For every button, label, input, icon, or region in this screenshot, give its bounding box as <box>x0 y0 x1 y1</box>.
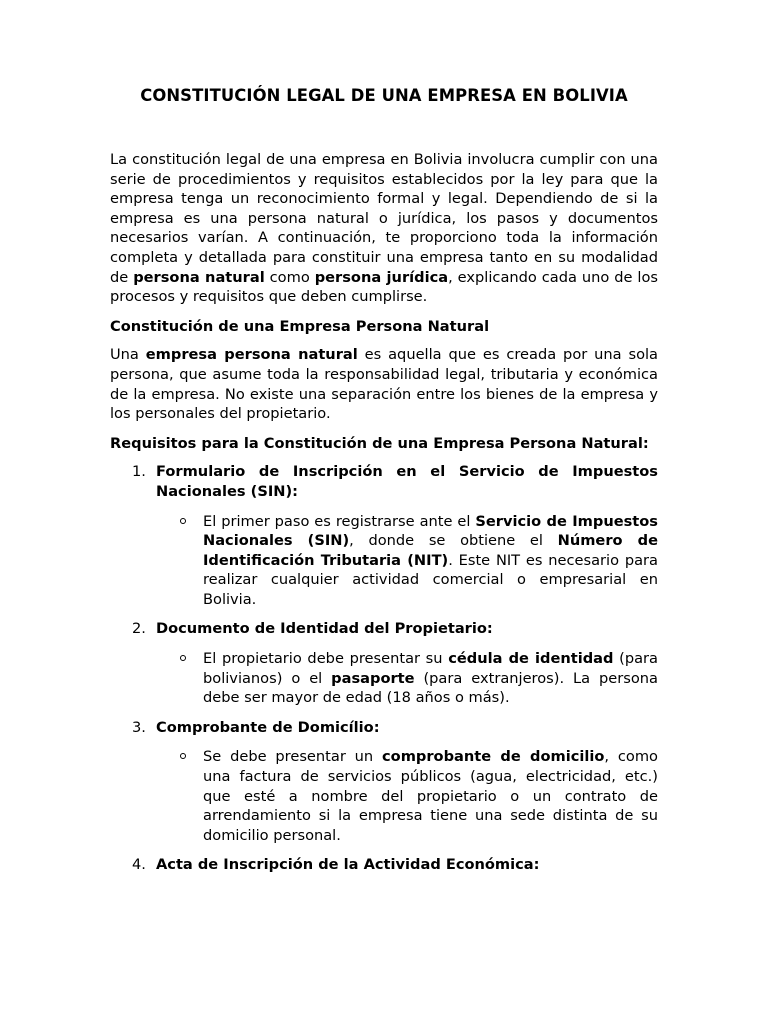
list-item <box>110 855 658 875</box>
step-number: 2. <box>132 620 146 638</box>
list-item <box>110 462 658 609</box>
requirements-list <box>110 462 658 875</box>
sub-list-item: Se debe presentar un comprobante de domicilio, como una factura de servicios públicos (agua, electricidad, etc.) que esté a nombre del propietario o un contrato de arrendamiento si la empresa tiene una sede distinta de su domicilio personal. <box>156 747 658 845</box>
step-title: Acta de Inscripción de la Actividad Económica: <box>156 856 540 874</box>
sub-list <box>156 747 658 845</box>
step-number: 3. <box>132 718 146 736</box>
step-number: 4. <box>132 856 146 874</box>
list-item <box>110 619 658 707</box>
document-body <box>110 86 658 885</box>
section-heading: Constitución de una Empresa Persona Natural <box>110 317 490 335</box>
step-title: Documento de Identidad del Propietario: <box>156 620 493 638</box>
circle-bullet-icon <box>180 753 186 759</box>
list-item <box>110 718 658 846</box>
document-title: CONSTITUCIÓN LEGAL DE UNA EMPRESA EN BOLIVIA <box>140 86 628 105</box>
sub-list <box>156 512 658 610</box>
sub-list <box>156 649 658 708</box>
sub-list-item: El primer paso es registrarse ante el Servicio de Impuestos Nacionales (SIN), donde se obtiene el Número de Identificación Tributaria (NIT). Este NIT es necesario para realizar cualquier actividad comercial o empresarial en Bolivia. <box>156 512 658 610</box>
requirements-heading: Requisitos para la Constitución de una Empresa Persona Natural: <box>110 434 649 452</box>
step-number: 1. <box>132 463 146 481</box>
definition-paragraph: Una empresa persona natural es aquella que es creada por una sola persona, que asume toda la responsabilidad legal, tributaria y económica de la empresa. No existe una separación entre los bienes de la empresa y los personales del propietario. <box>110 346 658 423</box>
sub-list-item: El propietario debe presentar su cédula de identidad (para bolivianos) o el pasaporte (para extranjeros). La persona debe ser mayor de edad (18 años o más). <box>156 649 658 708</box>
intro-paragraph: La constitución legal de una empresa en Bolivia involucra cumplir con una serie de procedimientos y requisitos establecidos por la ley para que la empresa tenga un reconocimiento formal y legal. Dependiendo de si la empresa es una persona natural o jurídica, los pasos y documentos necesarios varían. A continuación, te proporciono toda la información completa y detallada para constituir una empresa tanto en su modalidad de persona natural como persona jurídica, explicando cada uno de los procesos y requisitos que deben cumplirse. <box>110 151 658 306</box>
step-title: Formulario de Inscripción en el Servicio de Impuestos Nacionales (SIN): <box>156 463 658 500</box>
circle-bullet-icon <box>180 655 186 661</box>
step-title: Comprobante de Domicílio: <box>156 718 380 736</box>
circle-bullet-icon <box>180 518 186 524</box>
